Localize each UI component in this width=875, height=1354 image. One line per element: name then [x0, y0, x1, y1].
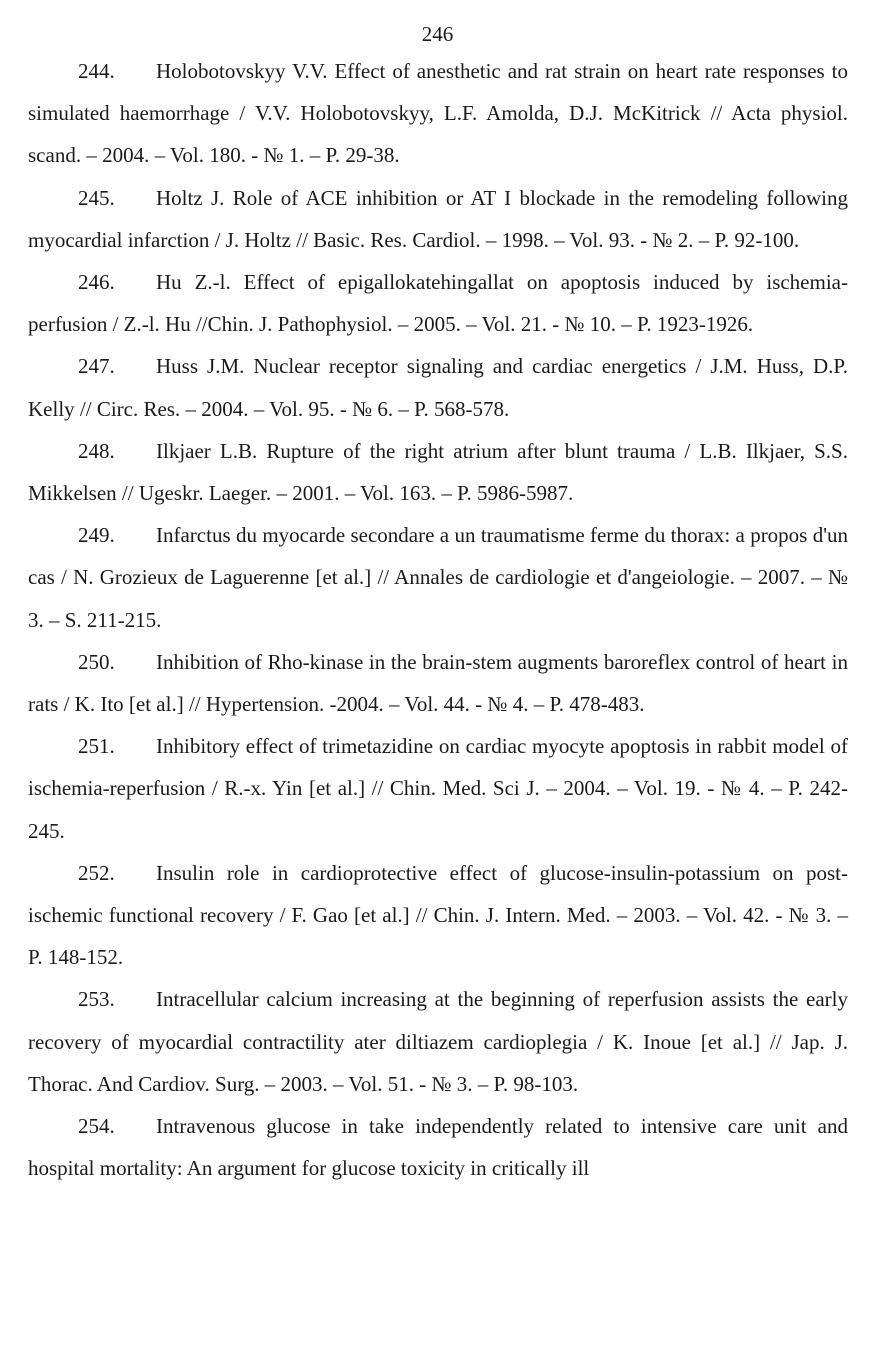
reference-text: Holobotovskyy V.V. Effect of anesthetic and rat strain on heart rate responses to simulated haemorrhage / V.V. Holobotovskyy, L.F. Amolda, D.J. McKitrick // Acta physiol. scand. – 2004. – Vol. 180. - № 1. – P. 29-38.: [28, 59, 848, 168]
page-number: 246: [421, 22, 454, 46]
reference-item: [28, 430, 848, 514]
reference-text: Hu Z.-l. Effect of epigallokatehingallat on apoptosis induced by ischemia-perfusion / Z.-l. Hu //Chin. J. Pathophysiol. – 2005. – Vol. 21. - № 10. – P. 1923-1926.: [28, 270, 848, 337]
reference-number: 250.: [78, 649, 115, 674]
reference-item: [28, 177, 848, 261]
reference-number: 252.: [78, 860, 115, 885]
reference-text: Holtz J. Role of ACE inhibition or AT I blockade in the remodeling following myocardial infarction / J. Holtz // Basic. Res. Cardiol. – 1998. – Vol. 93. - № 2. – P. 92-100.: [28, 185, 848, 252]
reference-item: [28, 261, 848, 345]
reference-text: Intravenous glucose in take independently related to intensive care unit and hospital mortality: An argument for glucose toxicity in critically ill: [28, 1114, 848, 1181]
reference-item: [28, 725, 848, 852]
reference-text: Infarctus du myocarde secondare a un traumatisme ferme du thorax: a propos d'un cas / N. Grozieux de Laguerenne [et al.] // Annales de cardiologie et d'angeiologie. – 2007. – № 3. – S. 211-215.: [28, 523, 848, 632]
reference-number: 253.: [78, 987, 115, 1012]
reference-item: [28, 641, 848, 725]
reference-item: [28, 1105, 848, 1189]
reference-number: 244.: [78, 59, 115, 83]
reference-number: 246.: [78, 270, 115, 295]
reference-number: 249.: [78, 523, 115, 548]
reference-number: 245.: [78, 185, 115, 210]
reference-text: Inhibition of Rho-kinase in the brain-stem augments baroreflex control of heart in rats / K. Ito [et al.] // Hypertension. -2004. – Vol. 44. - № 4. – P. 478-483.: [28, 649, 848, 717]
reference-text: Ilkjaer L.B. Rupture of the right atrium after blunt trauma / L.B. Ilkjaer, S.S. Mikkelsen // Ugeskr. Laeger. – 2001. – Vol. 163. – P. 5986-5987.: [28, 438, 848, 506]
reference-number: 248.: [78, 438, 115, 463]
reference-text: Huss J.M. Nuclear receptor signaling and cardiac energetics / J.M. Huss, D.P. Kelly // Circ. Res. – 2004. – Vol. 95. - № 6. – P. 568-578.: [28, 354, 848, 421]
reference-text: Insulin role in cardioprotective effect of glucose-insulin-potassium on post-ischemic functional recovery / F. Gao [et al.] // Chin. J. Intern. Med. – 2003. – Vol. 42. - № 3. – P. 148-152.: [28, 860, 848, 970]
reference-item: [28, 50, 848, 177]
reference-number: 251.: [78, 734, 115, 759]
reference-item: [28, 978, 848, 1105]
reference-number: 254.: [78, 1114, 115, 1139]
reference-item: [28, 852, 848, 979]
reference-list: [28, 50, 848, 1189]
reference-item: [28, 345, 848, 429]
reference-number: 247.: [78, 354, 115, 379]
reference-text: Inhibitory effect of trimetazidine on cardiac myocyte apoptosis in rabbit model of ischemia-reperfusion / R.-x. Yin [et al.] // Chin. Med. Sci J. – 2004. – Vol. 19. - № 4. – P. 242-245.: [28, 734, 848, 843]
reference-item: [28, 514, 848, 641]
reference-text: Intracellular calcium increasing at the beginning of reperfusion assists the early recovery of myocardial contractility ater diltiazem cardioplegia / K. Inoue [et al.] // Jap. J. Thorac. And Cardiov. Surg. – 2003. – Vol. 51. - № 3. – P. 98-103.: [28, 987, 848, 1096]
